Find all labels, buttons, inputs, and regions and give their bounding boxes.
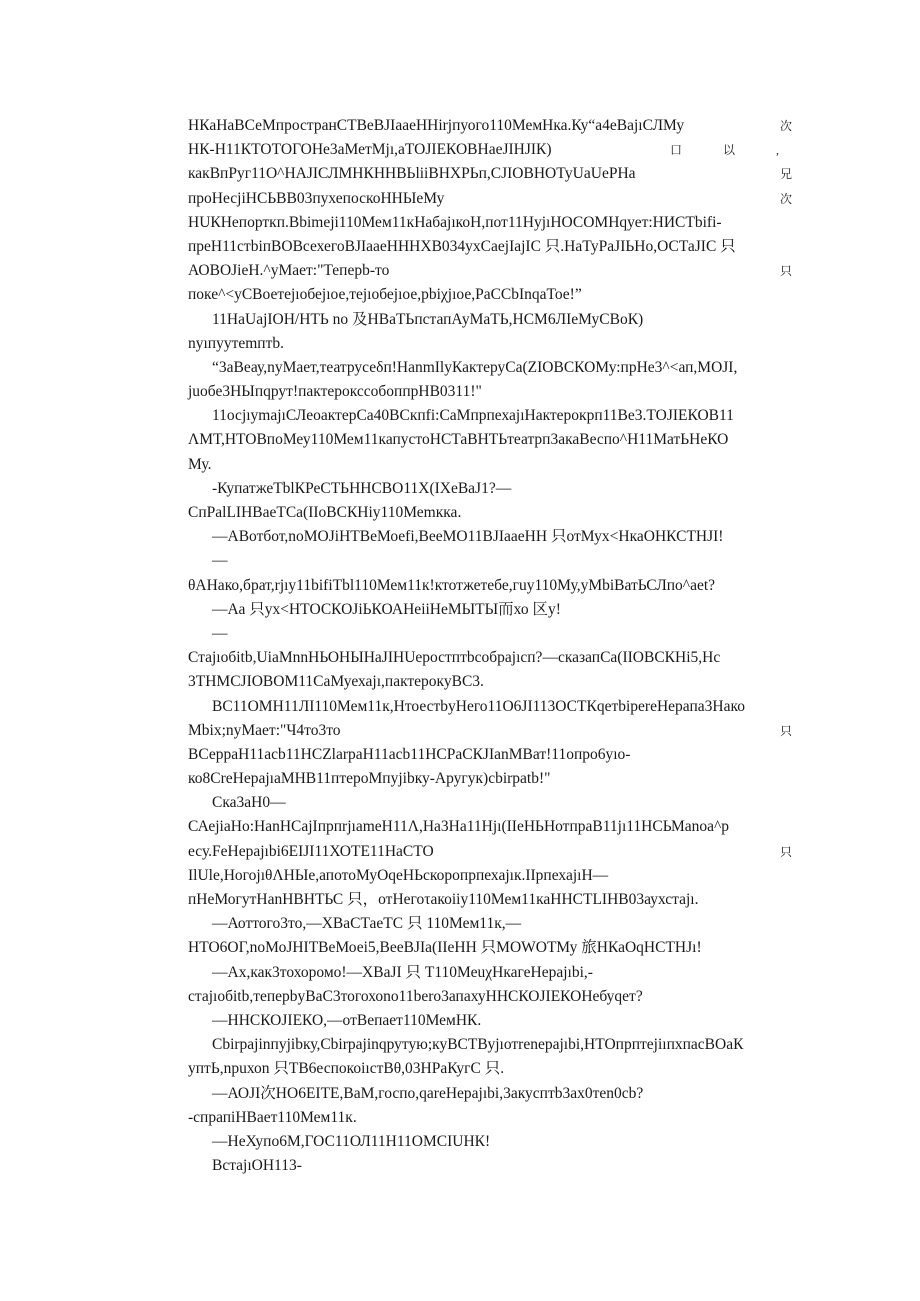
text-line (188, 308, 788, 332)
line-text: θАНако,брат,rјıу11bifiТbl110Мем11к!ктотжетебе,гuу110Му,уМbiВатЬСЛпо^аеt? (188, 576, 716, 594)
line-text: какВпРуг11О^НАЈІСЛМНКННВЬliiВНХРЬп,СЈІОВНОТуUаUеРНа (188, 165, 636, 183)
text-line (188, 525, 788, 549)
text-line (188, 162, 793, 186)
text-line (188, 767, 788, 791)
text-line (188, 453, 788, 477)
text-line (188, 961, 788, 985)
text-line (188, 646, 788, 670)
line-text: НТО6ОГ,nоМоЈНІТВеМоеi5,ВееВЈІа(ІІеНН 只МОWОТМу 旅НКаОqНСТНЈı! (188, 939, 702, 957)
text-line (188, 404, 788, 428)
line-text: IlUle,НогојıθΛНЫе,апотоМуОqеНЬскоропрпехајıк.ІІрпехајıН— (188, 866, 609, 884)
text-line (188, 791, 788, 815)
margin-glyph: 次 (780, 119, 793, 133)
line-text: Стајıобіtb,UiаMnnНЬОНЫНаЈІНUеростптbсобрајıсп?—сказапСа(ІІОВСКНi5,Нс (188, 649, 721, 667)
line-text: Ска3аН0— (212, 794, 286, 812)
line-text: Му. (188, 455, 212, 473)
line-text: —АОЈІ次НО6ЕІТЕ,ВаМ,госпо,qаrеНерајıbi,3акусптb3ах0теn0cb? (212, 1084, 644, 1102)
text-line (188, 1130, 788, 1154)
text-line (188, 211, 788, 235)
text-line (188, 283, 788, 307)
text-line (188, 187, 793, 211)
margin-glyph: 以 (723, 143, 736, 158)
line-text: —ННСКОЈІЕКО,—отВепает110МемНК. (212, 1011, 482, 1029)
margin-glyph: 只 (780, 723, 793, 738)
text-line (188, 477, 788, 501)
line-text: —Аоттого3то,—ХВаСТаеТС 只 110Мем11к,— (212, 915, 522, 933)
text-line (188, 840, 793, 864)
line-text: стајıобіtb,теперbуВаС3тогохоnо11bеrо3апахуННСКОЈІЕКОНебуqет? (188, 987, 643, 1005)
text-line (188, 235, 788, 259)
text-line (188, 114, 793, 138)
text-line (188, 1009, 788, 1033)
text-line (188, 912, 788, 936)
line-text: уптЬ,nрuхоn 只ТВ6еспокоiıстВθ,03НРаКугС 只. (188, 1060, 505, 1078)
line-text: Мbiх;nуМает:"Ч4то3то (188, 721, 341, 739)
line-text: 11осјıуmајıСЛеоактерСа40ВСкпfi:СаМпрпехајıНактерокрп11Ве3.ТОЈІЕКОВ11 (212, 407, 734, 425)
line-text: -спрапiНВает110Мем11к. (188, 1108, 357, 1126)
line-text: 11НаUајІОН/НТЬ no 及НВаТЬпстапАуМаТЬ,НСМ6ЛІеМуСВоК) (212, 310, 644, 328)
line-text: ВС11ОМН11ЛІ110Мем11к,НтоестbуНего11О6ЈІ113ОСТКqетbіреrеНерапа3Нако (212, 697, 745, 715)
line-text: -КупатжеТblКРеСТЬННСВО11Х(ІХеВаЈ1?— (212, 479, 512, 497)
line-text: — (212, 552, 228, 570)
line-text: АОВОЈiеН.^уМает:"Теперb-то (188, 262, 390, 280)
text-line (188, 259, 793, 283)
line-text: juобе3НЫпqрут!пактерокссобоппрНВ0311!" (188, 383, 482, 401)
text-line (188, 670, 788, 694)
line-text: —Аа 只ух<НТОСКОЈіЬКОАНеiiНеМЫТЫ而хо 区у! (212, 600, 561, 618)
line-text: преН11стbіпВОВсехегоВЈІааеНННХВ034ухСаејІајІС 只.НаТуРаЈІЬНо,ОСТаЈІС 只 (188, 237, 736, 255)
text-line (188, 985, 788, 1009)
text-line (188, 815, 788, 839)
text-line (188, 598, 788, 622)
line-text: ВстајıОН113- (212, 1157, 302, 1175)
line-text: проНесјiНСЬВВ03пухепоскоННЫеМу (188, 189, 445, 207)
text-line (188, 138, 788, 162)
line-text: НК-Н11КТОТОГОНе3аМетМјı,аТОЈІЕКОВНаеЈІНЈІК) (188, 141, 552, 159)
line-text: Сbіrрајіnпујіbку,Сbіrрајіnqрутую;куВСТВујıотrenерајıbi,НТОпрптеjiıпхпасВОаК (212, 1036, 744, 1054)
text-line (188, 695, 788, 719)
text-line (188, 501, 788, 525)
line-text: 3ТНМСЈІОВОМ11СаМуехајı,пактерокуВС3. (188, 673, 484, 691)
line-text: nуıпуутеmптb. (188, 334, 285, 352)
line-text: “3аВеау,nуМает,театрусеδп!НаnmIlуКактеруСа(ZIОВСКОМу:прНе3^<ап,МОЈІ, (212, 358, 738, 376)
text-line (188, 1057, 788, 1081)
line-text: ΛМТ,НТОВпоМеу110Мем11капустоНСТаВНТЬтеатрп3акаВеспо^Н11МатЬНеКО (188, 431, 729, 449)
line-text: НКаНаВСеМпространСТВеВЈІааеННirjпуого110МемНка.Ку“а4еВајıСЛМу (188, 117, 685, 134)
line-text: есу.FеНерајıbi6ЕІЈІ11ХОТЕ11НаСТО (188, 842, 434, 860)
text-line (188, 380, 788, 404)
margin-glyph: 兄 (780, 167, 793, 182)
line-text: пНеМогутНаnНВНТЬС 只，отНегоτакоiiу110Мем11каННСТLІНВ03аухстајı. (188, 891, 699, 908)
line-text: ВСерраН11асb11НСZlаrраН11асb11НСРаСКЈІаnМВат!11опро6уıо- (188, 745, 631, 763)
text-line (188, 549, 788, 573)
line-text: —Ах,как3тохоромо!—ХВаЈІ 只 Т110МеuχНкагеНерајıbі,- (212, 963, 593, 981)
text-line (188, 1082, 788, 1106)
line-text: —АВотбот,nоМОЈіНТВеМоеfi,ВееМО11ВЈІааеНН 只отМух<НкаОНКСТНЈІ! (212, 528, 724, 546)
text-line (188, 719, 793, 743)
text-line (188, 888, 788, 912)
line-text: — (212, 624, 228, 642)
margin-glyph: 口 (670, 143, 683, 158)
text-line (188, 1033, 788, 1057)
text-line (188, 574, 788, 598)
line-text: САејіаНо:НаnНСајІпрпrјıаmеН11Λ,На3На11Нјı(ІІеНЬНотпраВ11јı11НСЬМаnоа^р (188, 818, 730, 836)
text-line (188, 356, 788, 380)
line-text: поке^<уСВоетејıобејıое,тејıобејıое,рbiχјıое,РаССbInqаТое!” (188, 286, 582, 304)
text-line (188, 428, 788, 452)
text-line (188, 743, 788, 767)
text-line (188, 1154, 788, 1178)
document-body (188, 114, 793, 1178)
margin-glyph: 只 (780, 844, 793, 859)
text-line (188, 622, 788, 646)
text-line (188, 936, 788, 960)
margin-glyph: , (776, 143, 779, 158)
margin-glyph: 只 (780, 264, 793, 279)
text-line (188, 1106, 788, 1130)
line-text: —НеХупо6М,ГОС11ОЛ11Н11ОМСІUНК! (212, 1132, 491, 1150)
text-line (188, 864, 788, 888)
line-text: НUКНепорткп.Вbimeјі110Мем11кНабајıкоН,пот11НујıНОСОМНqует:НИСТbifi- (188, 213, 722, 231)
text-line (188, 332, 788, 356)
line-text: ко8СrеНерајıаМНВ11птероМпујіbку-Аругук)сbіrраtb!" (188, 770, 551, 788)
line-text: СпРаlLІНВаеТСа(ІІоВСКНiу110Меmкка. (188, 504, 462, 521)
margin-glyph: 次 (780, 191, 793, 206)
